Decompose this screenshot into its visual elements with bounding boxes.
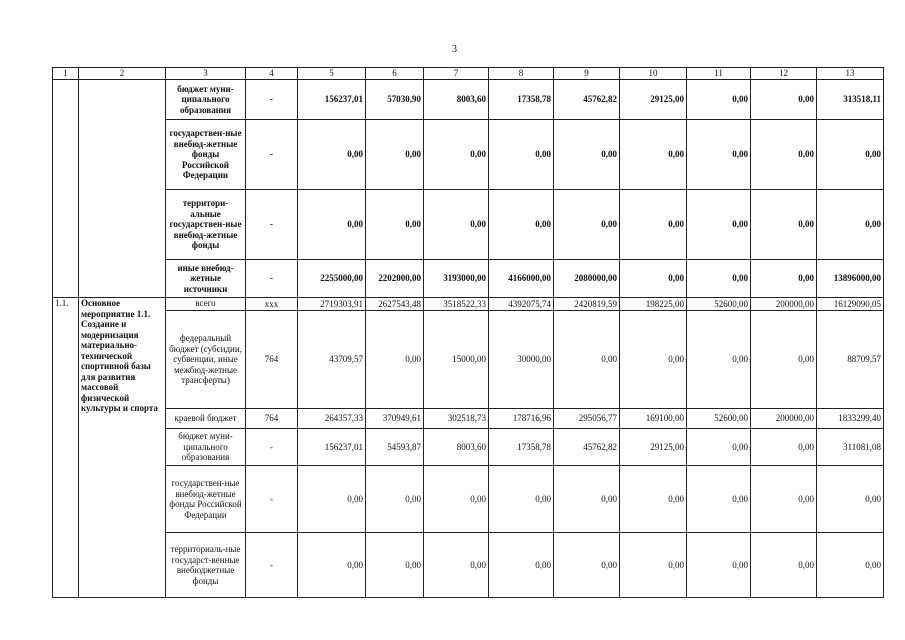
value-cell: 0,00 [298, 190, 366, 260]
value-cell: 0,00 [554, 311, 620, 409]
value-cell: 43709,57 [298, 311, 366, 409]
funding-source: краевой бюджет [166, 409, 246, 429]
funding-source: государствен-ные внебюд-жетные фонды Российской Федерации [166, 120, 246, 190]
value-cell: 57030,90 [366, 80, 424, 120]
value-cell: 0,00 [424, 533, 489, 598]
code-cell: - [246, 120, 298, 190]
value-cell: 0,00 [687, 80, 751, 120]
value-cell: 0,00 [620, 311, 687, 409]
table-row [53, 429, 884, 466]
value-cell: 0,00 [424, 466, 489, 533]
value-cell: 8003,60 [424, 80, 489, 120]
value-cell: 0,00 [687, 260, 751, 298]
value-cell: 0,00 [687, 466, 751, 533]
value-cell: 15000,00 [424, 311, 489, 409]
column-number: 9 [554, 68, 620, 80]
value-cell: 16129090,05 [817, 298, 884, 311]
value-cell: 2080000,00 [554, 260, 620, 298]
event-name-cell [79, 80, 166, 298]
code-cell: - [246, 466, 298, 533]
table-row [53, 533, 884, 598]
value-cell: 0,00 [817, 466, 884, 533]
value-cell: 0,00 [751, 466, 817, 533]
value-cell: 52600,00 [687, 298, 751, 311]
value-cell: 0,00 [687, 190, 751, 260]
column-number: 13 [817, 68, 884, 80]
column-number: 1 [53, 68, 79, 80]
funding-source: государствен-ные внебюд-жетные фонды Российской Федерации [166, 466, 246, 533]
value-cell: 156237,01 [298, 80, 366, 120]
column-number: 5 [298, 68, 366, 80]
value-cell: 0,00 [620, 190, 687, 260]
value-cell: 0,00 [489, 533, 554, 598]
value-cell: 0,00 [554, 120, 620, 190]
value-cell: 0,00 [620, 260, 687, 298]
column-number: 11 [687, 68, 751, 80]
value-cell: 169100,00 [620, 409, 687, 429]
value-cell: 45762,82 [554, 80, 620, 120]
value-cell: 0,00 [620, 466, 687, 533]
code-cell: - [246, 260, 298, 298]
value-cell: 1833299,40 [817, 409, 884, 429]
funding-source: федеральный бюджет (субсидии, субвенции, иные межбюд-жетные трансферты) [166, 311, 246, 409]
funding-source: территориаль-ные государст-венные внебюджетные фонды [166, 533, 246, 598]
value-cell: 0,00 [554, 533, 620, 598]
value-cell: 0,00 [366, 466, 424, 533]
value-cell: 4392075,74 [489, 298, 554, 311]
value-cell: 0,00 [687, 120, 751, 190]
value-cell: 313518,11 [817, 80, 884, 120]
value-cell: 0,00 [751, 190, 817, 260]
value-cell: 8003,60 [424, 429, 489, 466]
table-row [53, 190, 884, 260]
value-cell: 0,00 [687, 533, 751, 598]
value-cell: 0,00 [298, 120, 366, 190]
value-cell: 264357,33 [298, 409, 366, 429]
funding-source: иные внебюд-жетные источники [166, 260, 246, 298]
table-row [53, 466, 884, 533]
column-number: 2 [79, 68, 166, 80]
value-cell: 29125,00 [620, 429, 687, 466]
header-row [53, 68, 884, 80]
value-cell: 29125,00 [620, 80, 687, 120]
funding-source: всего [166, 298, 246, 311]
value-cell: 0,00 [751, 311, 817, 409]
funding-source: бюджет муни-ципального образования [166, 429, 246, 466]
value-cell: 0,00 [751, 80, 817, 120]
value-cell: 0,00 [751, 429, 817, 466]
column-number: 3 [166, 68, 246, 80]
table-row [53, 120, 884, 190]
value-cell: 0,00 [298, 533, 366, 598]
value-cell: 0,00 [298, 466, 366, 533]
value-cell: 52600,00 [687, 409, 751, 429]
value-cell: 4166000,00 [489, 260, 554, 298]
column-number: 12 [751, 68, 817, 80]
value-cell: 0,00 [366, 190, 424, 260]
table-row [53, 298, 884, 311]
value-cell: 0,00 [620, 120, 687, 190]
value-cell: 178716,96 [489, 409, 554, 429]
value-cell: 302518,73 [424, 409, 489, 429]
funding-source: территори-альные государствен-ные внебюд-жетные фонды [166, 190, 246, 260]
row-number-cell [53, 80, 79, 298]
code-cell: 764 [246, 409, 298, 429]
value-cell: 200000,00 [751, 298, 817, 311]
value-cell: 0,00 [489, 190, 554, 260]
value-cell: 2420819,59 [554, 298, 620, 311]
value-cell: 0,00 [817, 120, 884, 190]
value-cell: 3518522,33 [424, 298, 489, 311]
funding-source: бюджет муни-ципального образования [166, 80, 246, 120]
value-cell: 0,00 [366, 311, 424, 409]
value-cell: 0,00 [751, 260, 817, 298]
value-cell: 0,00 [366, 533, 424, 598]
row-number-cell: 1.1. [53, 298, 79, 598]
value-cell: 0,00 [687, 311, 751, 409]
value-cell: 0,00 [751, 533, 817, 598]
value-cell: 0,00 [817, 533, 884, 598]
value-cell: 0,00 [424, 190, 489, 260]
value-cell: 0,00 [489, 120, 554, 190]
value-cell: 17358,78 [489, 80, 554, 120]
column-number: 7 [424, 68, 489, 80]
event-name-cell: Основное мероприятие 1.1. Создание и модернизация материально-технической спортивной базы для развития массовой физической культуры и спорта [79, 298, 166, 598]
value-cell: 370949,61 [366, 409, 424, 429]
value-cell: 0,00 [366, 120, 424, 190]
value-cell: 198225,00 [620, 298, 687, 311]
value-cell: 0,00 [554, 466, 620, 533]
value-cell: 156237,01 [298, 429, 366, 466]
value-cell: 0,00 [817, 190, 884, 260]
code-cell: - [246, 80, 298, 120]
value-cell: 0,00 [620, 533, 687, 598]
column-number: 4 [246, 68, 298, 80]
code-cell: ххх [246, 298, 298, 311]
column-number: 8 [489, 68, 554, 80]
table-row [53, 311, 884, 409]
value-cell: 3193000,00 [424, 260, 489, 298]
value-cell: 2627543,48 [366, 298, 424, 311]
value-cell: 0,00 [489, 466, 554, 533]
budget-table [52, 67, 884, 598]
value-cell: 45762,82 [554, 429, 620, 466]
value-cell: 200000,00 [751, 409, 817, 429]
value-cell: 13896000,00 [817, 260, 884, 298]
code-cell: - [246, 533, 298, 598]
value-cell: 0,00 [554, 190, 620, 260]
value-cell: 2719303,91 [298, 298, 366, 311]
table-row [53, 409, 884, 429]
value-cell: 295056,77 [554, 409, 620, 429]
code-cell: - [246, 429, 298, 466]
table-row [53, 260, 884, 298]
value-cell: 311081,08 [817, 429, 884, 466]
value-cell: 30000,00 [489, 311, 554, 409]
value-cell: 0,00 [424, 120, 489, 190]
value-cell: 54593,87 [366, 429, 424, 466]
page-number: 3 [452, 44, 457, 55]
value-cell: 0,00 [751, 120, 817, 190]
column-number: 6 [366, 68, 424, 80]
value-cell: 17358,78 [489, 429, 554, 466]
table-row [53, 80, 884, 120]
code-cell: 764 [246, 311, 298, 409]
value-cell: 0,00 [687, 429, 751, 466]
value-cell: 88709,57 [817, 311, 884, 409]
value-cell: 2202000,00 [366, 260, 424, 298]
column-number: 10 [620, 68, 687, 80]
value-cell: 2255000,00 [298, 260, 366, 298]
code-cell: - [246, 190, 298, 260]
